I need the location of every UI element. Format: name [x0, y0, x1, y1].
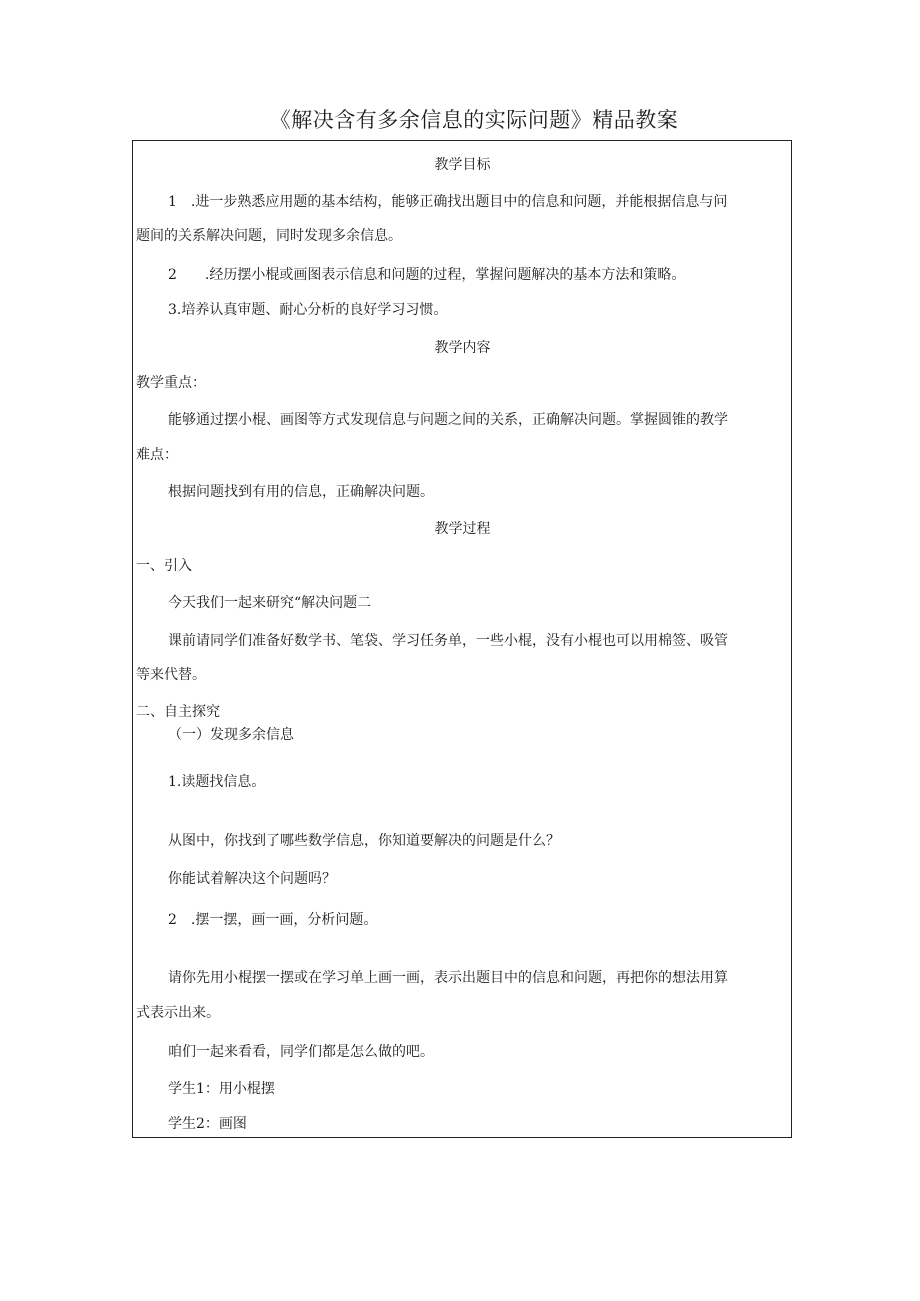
review-paragraph: 咱们一起来看看，同学们都是怎么做的吧。: [168, 1044, 434, 1060]
prep-line-1: 课前请同学们准备好数学书、笔袋、学习任务单，一些小棍，没有小棍也可以用棉签、吸管: [168, 633, 728, 649]
student-2: 学生2：画图: [168, 1116, 247, 1132]
instruction-line-1: 请你先用小棍摆一摆或在学习单上画一画，表示出题目中的信息和问题，再把你的想法用算: [168, 970, 728, 986]
step-2: 2 .摆一摆，画一画，分析问题。: [168, 912, 378, 928]
instruction-line-2: 式表示出来。: [136, 1005, 220, 1021]
prep-line-2: 等来代替。: [136, 667, 206, 683]
document-title: 《解决含有多余信息的实际问题》精品教案: [269, 108, 679, 132]
difficulty-text: 根据问题找到有用的信息，正确解决问题。: [168, 484, 434, 500]
question-2: 你能试着解决这个问题吗？: [168, 871, 336, 887]
key-point-line-1: 能够通过摆小棍、画图等方式发现信息与问题之间的关系，正确解决问题。掌握圆锥的教学: [168, 412, 728, 428]
goal-3: 3.培养认真审题、耐心分析的良好学习习惯。: [168, 302, 448, 318]
subsection-heading: （一）发现多余信息: [168, 727, 294, 743]
section-heading-content: 教学内容: [434, 340, 491, 356]
section-heading-process: 教学过程: [434, 521, 491, 537]
intro-paragraph: 今天我们一起来研究“解决问题二: [168, 595, 372, 611]
student-1: 学生1：用小棍摆: [168, 1081, 275, 1097]
question-1: 从图中，你找到了哪些数学信息，你知道要解决的问题是什么？: [168, 833, 560, 849]
key-point-label: 教学重点：: [136, 375, 206, 391]
step-1: 1.读题找信息。: [168, 774, 266, 790]
key-point-line-2: 难点：: [136, 447, 178, 463]
section-heading-goals: 教学目标: [434, 157, 491, 173]
goal-1-line-1: 1 .进一步熟悉应用题的基本结构，能够正确找出题目中的信息和问题，并能根据信息与问: [168, 194, 728, 210]
goal-1-line-2: 题间的关系解决问题，同时发现多余信息。: [136, 228, 402, 244]
part-2-heading: 二、自主探究: [136, 704, 220, 720]
part-1-heading: 一、引入: [136, 558, 192, 574]
goal-2: 2 .经历摆小棍或画图表示信息和问题的过程，掌握问题解决的基本方法和策略。: [168, 267, 686, 283]
